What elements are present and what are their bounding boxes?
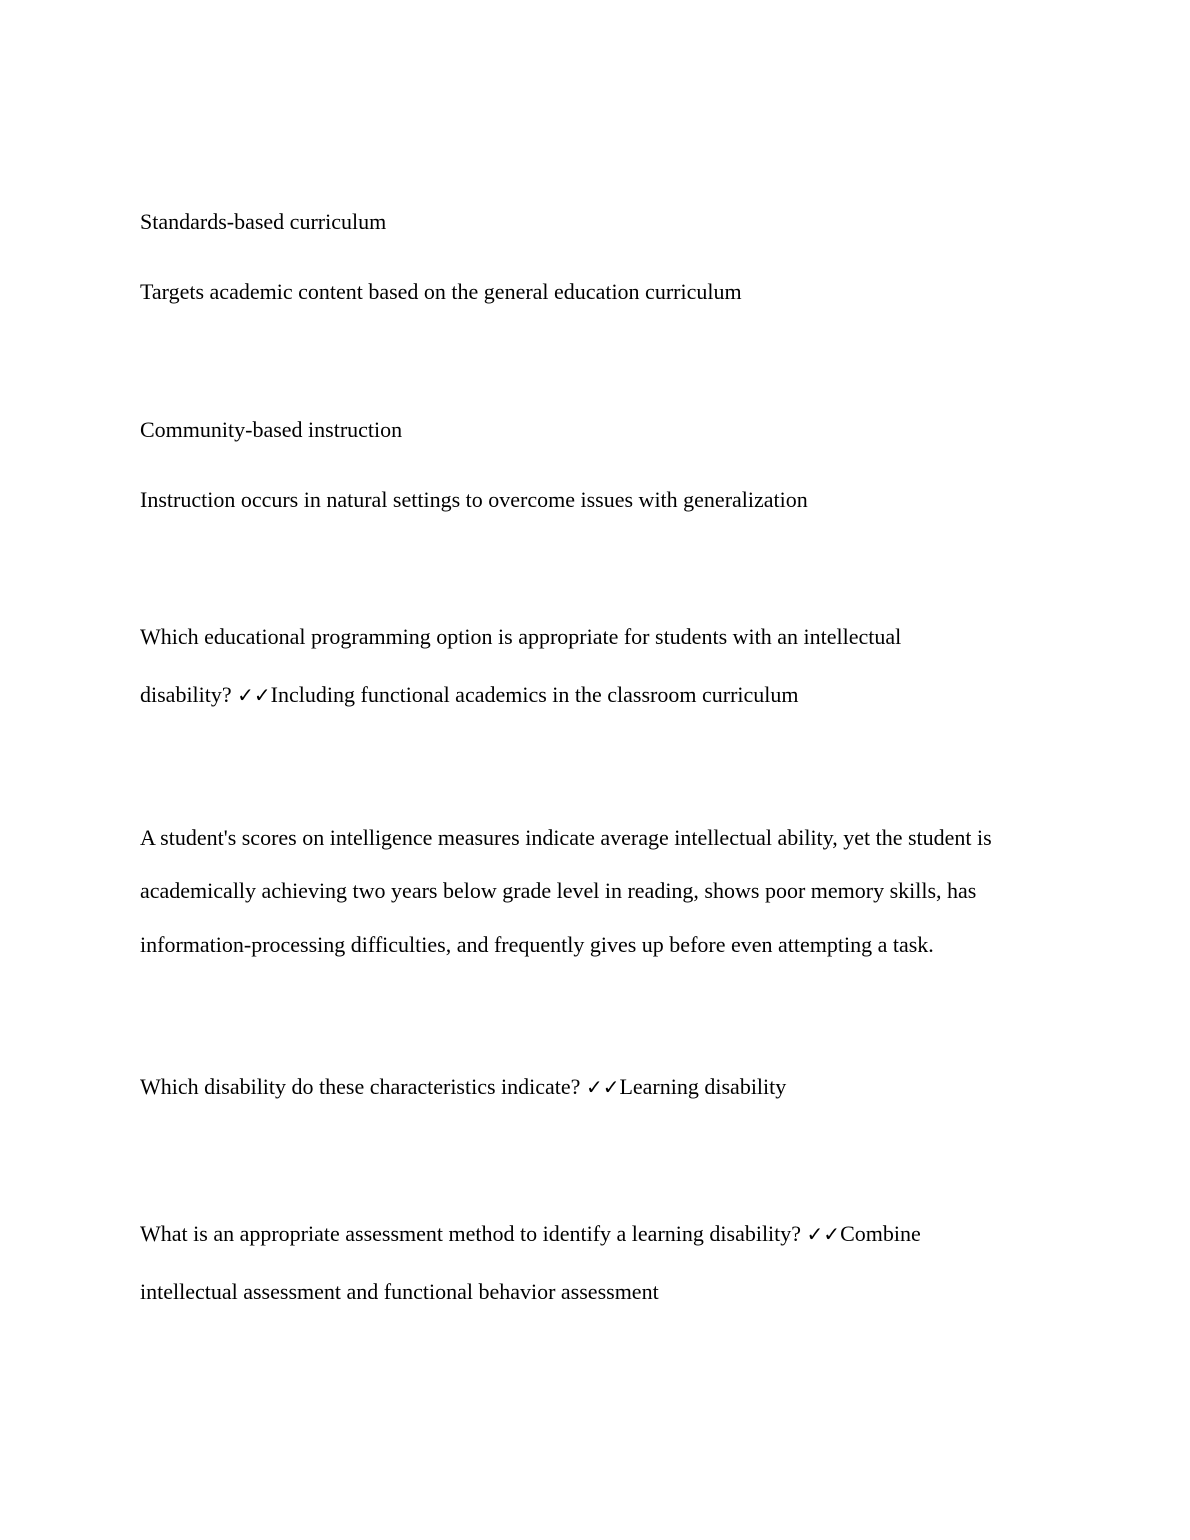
check-mark-icon: ✓✓ (806, 1222, 841, 1246)
check-mark-icon: ✓✓ (585, 1075, 620, 1099)
scenario-line-2: academically achieving two years below grade level in reading, shows poor memory skills, has (140, 878, 977, 903)
question-3-text: What is an appropriate assessment method to identify a learning disability? (140, 1221, 807, 1246)
question-3-line-1 (140, 1221, 921, 1247)
scenario-line-3: information-processing difficulties, and frequently gives up before even attempting a task. (140, 932, 934, 957)
question-1-line-1: Which educational programming option is appropriate for students with an intellectual (140, 624, 902, 649)
scenario-line-1: A student's scores on intelligence measures indicate average intellectual ability, yet the student is (140, 825, 992, 850)
question-1-line-2 (140, 682, 799, 708)
term-standards-based-curriculum: Standards-based curriculum (140, 209, 387, 234)
check-mark-icon: ✓✓ (237, 683, 271, 707)
definition-standards-based-curriculum: Targets academic content based on the general education curriculum (140, 279, 742, 304)
answer-3-start: Combine (840, 1221, 921, 1246)
answer-3-line-2: intellectual assessment and functional behavior assessment (140, 1279, 659, 1304)
question-2-line (140, 1074, 786, 1100)
answer-1: Including functional academics in the classroom curriculum (270, 682, 799, 707)
definition-community-based-instruction: Instruction occurs in natural settings to overcome issues with generalization (140, 487, 808, 512)
question-2-text: Which disability do these characteristics indicate? (140, 1074, 586, 1099)
answer-2: Learning disability (619, 1074, 787, 1099)
term-community-based-instruction: Community-based instruction (140, 417, 403, 442)
question-1-text-end: disability? (140, 682, 238, 707)
